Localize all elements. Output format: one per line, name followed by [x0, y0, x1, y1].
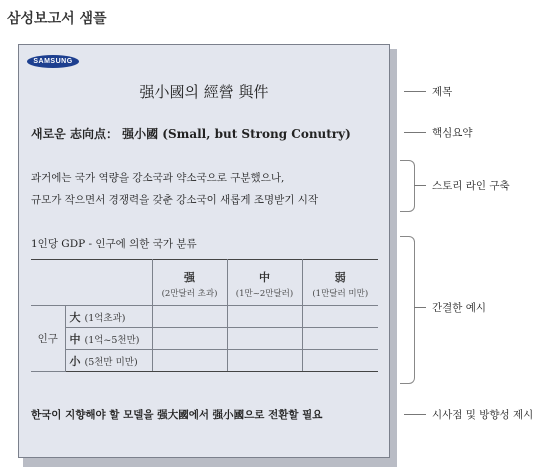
row-header-sub: (5천만 미만) — [84, 356, 138, 368]
annotation-dash — [404, 414, 426, 415]
table-cell — [227, 306, 302, 328]
annotation-brace — [400, 236, 415, 384]
annotation-dash — [414, 307, 426, 308]
table-row — [31, 350, 378, 372]
row-header — [65, 328, 152, 350]
conclusion: 한국이 지향해야 할 모델을 强大國에서 强小國으로 전환할 필요 — [31, 409, 323, 421]
table-cell — [227, 350, 302, 372]
samsung-logo: SAMSUNG — [27, 55, 79, 68]
column-header — [302, 260, 378, 306]
core-message: 새로운 志向点： 强小國 (Small, but Strong Conutry) — [31, 127, 351, 141]
row-header-main: 中 — [69, 332, 81, 346]
annotation-dash — [404, 132, 426, 133]
annotation-title: 제목 — [432, 86, 453, 98]
table-cell — [152, 306, 227, 328]
annotation-brace — [400, 160, 415, 212]
column-header-sub: (1만~2만달러) — [235, 288, 294, 299]
table-cell — [302, 350, 378, 372]
row-header-main: 大 — [69, 310, 81, 324]
table-cell — [227, 328, 302, 350]
column-header-main: 中 — [259, 270, 270, 284]
row-header-sub: (1억~5천만) — [84, 334, 140, 346]
table-cell — [302, 306, 378, 328]
table-corner — [31, 260, 152, 306]
table-row — [31, 328, 378, 350]
annotation-dash — [414, 185, 426, 186]
classification-table — [31, 259, 378, 372]
annotation-example: 간결한 예시 — [432, 302, 487, 314]
population-group-label: 인구 — [31, 306, 65, 372]
table-cell — [152, 350, 227, 372]
page-title: 삼성보고서 샘플 — [7, 11, 107, 27]
row-header — [65, 306, 152, 328]
annotation-core: 핵심요약 — [432, 127, 473, 139]
report-sheet — [18, 44, 390, 458]
table-title: 1인당 GDP - 인구에 의한 국가 분류 — [31, 238, 197, 250]
annotation-story: 스토리 라인 구축 — [432, 180, 510, 192]
column-header-main: 弱 — [334, 270, 346, 284]
document-title: 强小國의 經營 與件 — [139, 83, 269, 101]
row-header — [65, 350, 152, 372]
column-header-sub: (2만달러 초과) — [161, 288, 218, 299]
table-cell — [302, 328, 378, 350]
annotation-dash — [404, 91, 426, 92]
row-header-sub: (1억초과) — [84, 312, 126, 324]
table-row — [31, 306, 378, 328]
column-header-sub: (1만달러 미만) — [312, 288, 369, 299]
story-line: 과거에는 국가 역량을 강소국과 약소국으로 구분했으나, — [31, 172, 285, 184]
column-header-main: 强 — [184, 270, 195, 284]
table-cell — [152, 328, 227, 350]
story-line: 규모가 작으면서 경쟁력을 갖춘 강소국이 새롭게 조명받기 시작 — [31, 194, 319, 206]
column-header — [227, 260, 302, 306]
row-header-main: 小 — [69, 354, 81, 368]
column-header — [152, 260, 227, 306]
story-lines — [31, 167, 318, 211]
table-header-row — [31, 260, 378, 306]
annotation-implication: 시사점 및 방향성 제시 — [432, 409, 534, 421]
